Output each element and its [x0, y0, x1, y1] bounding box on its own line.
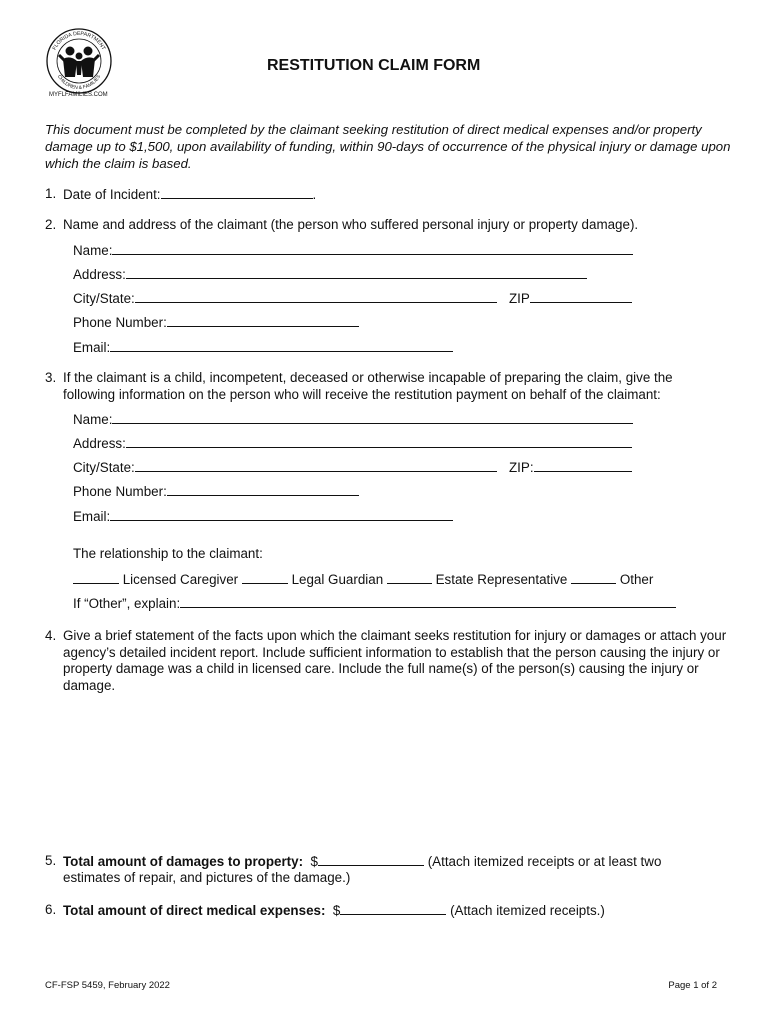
statement-of-facts-area[interactable] [63, 700, 723, 840]
q5-note-continued: estimates of repair, and pictures of the damage.) [63, 870, 351, 885]
q3-name-label: Name: [73, 412, 113, 427]
q3-email-row [73, 508, 453, 525]
claimant-name-field[interactable] [112, 242, 633, 255]
property-damage-amount-field[interactable] [318, 853, 424, 866]
q2-email-row [73, 339, 453, 356]
q3-number: 3. [45, 370, 57, 385]
agency-logo [43, 25, 115, 101]
q3-zip-row [509, 459, 632, 476]
q6-note: (Attach itemized receipts.) [450, 903, 605, 918]
claimant-phone-field[interactable] [167, 314, 359, 327]
q5-dollar: $ [310, 854, 318, 869]
q1-row [63, 186, 316, 203]
q5-label: Total amount of damages to property: [63, 854, 304, 869]
q4-number: 4. [45, 628, 57, 643]
other-explain-label: If “Other”, explain: [73, 596, 181, 611]
other-explain-field[interactable] [180, 595, 676, 608]
claimant-email-field[interactable] [110, 339, 453, 352]
q2-number: 2. [45, 217, 57, 232]
q6-number: 6. [45, 902, 57, 917]
q2-email-label: Email: [73, 340, 111, 355]
payee-city-field[interactable] [135, 459, 497, 472]
q4-text: Give a brief statement of the facts upon which the claimant seeks restitution for injury or damages or attach your agency’s detailed incident report. Include sufficient information to establish that the person causing the injury or property damage was a child in licensed care. Include the full name(s) of the person(s) causing the injury or damage. [63, 628, 727, 693]
q2-city-row [73, 290, 497, 307]
q2-phone-label: Phone Number: [73, 315, 167, 330]
q3-city-row [73, 459, 497, 476]
date-of-incident-field[interactable] [161, 186, 313, 199]
payee-phone-field[interactable] [167, 483, 359, 496]
q2-zip-row [509, 290, 632, 307]
page-number: Page 1 of 2 [668, 980, 717, 991]
relationship-options [73, 571, 653, 588]
q6-label: Total amount of direct medical expenses: [63, 903, 326, 918]
q3-zip-label: ZIP: [509, 460, 534, 475]
q3-address-label: Address: [73, 436, 126, 451]
q2-zip-label: ZIP [509, 291, 530, 306]
payee-email-field[interactable] [110, 508, 453, 521]
logo-url: MYFLFAMILIES.COM [49, 92, 108, 98]
payee-zip-field[interactable] [534, 459, 632, 472]
medical-expenses-amount-field[interactable] [340, 902, 446, 915]
claimant-zip-field[interactable] [530, 290, 632, 303]
logo-bottom-text: CHILDREN & FAMILIES [55, 74, 103, 92]
logo-top-text: FLORIDA DEPARTMENT [51, 30, 107, 52]
q2-address-label: Address: [73, 267, 126, 282]
q2-text: Name and address of the claimant (the person who suffered personal injury or property damage). [63, 217, 639, 232]
q2-city-label: City/State: [73, 291, 135, 306]
payee-name-field[interactable] [112, 411, 633, 424]
q3-city-label: City/State: [73, 460, 135, 475]
q5-note: (Attach itemized receipts or at least two [427, 854, 662, 869]
estate-representative-blank[interactable] [387, 571, 432, 584]
option-licensed-caregiver: Licensed Caregiver [122, 572, 239, 587]
q2-address-row [73, 266, 587, 283]
payee-address-field[interactable] [126, 435, 632, 448]
date-of-incident-label: Date of Incident: [63, 187, 161, 202]
claimant-city-field[interactable] [135, 290, 497, 303]
claimant-address-field[interactable] [126, 266, 587, 279]
agency-seal-graphic [43, 25, 115, 101]
q2-phone-row [73, 314, 359, 331]
q3-address-row [73, 435, 632, 452]
other-explain-row [73, 595, 676, 612]
q3-phone-row [73, 483, 359, 500]
q1-number: 1. [45, 186, 57, 201]
option-other: Other [619, 572, 654, 587]
q3-text: If the claimant is a child, incompetent, deceased or otherwise incapable of preparing the claim, give the following information on the person who will receive the restitution payment on behalf of the claimant: [63, 370, 673, 402]
licensed-caregiver-blank[interactable] [73, 571, 119, 584]
q6-row [63, 902, 605, 919]
relationship-label: The relationship to the claimant: [73, 546, 263, 561]
q6-dollar: $ [332, 903, 341, 918]
other-blank[interactable] [571, 571, 616, 584]
form-id: CF-FSP 5459, February 2022 [45, 980, 170, 991]
option-legal-guardian: Legal Guardian [291, 572, 384, 587]
option-estate-representative: Estate Representative [435, 572, 568, 587]
intro-paragraph: This document must be completed by the claimant seeking restitution of direct medical expenses and/or property damage up to $1,500, upon availability of funding, within 90-days of occurrence of the physical injury or damage upon which the claim is based. [45, 122, 731, 171]
q1-end: . [312, 187, 317, 202]
q3-name-row [73, 411, 633, 428]
q5-number: 5. [45, 853, 57, 868]
q2-name-row [73, 242, 633, 259]
q3-email-label: Email: [73, 509, 111, 524]
legal-guardian-blank[interactable] [242, 571, 288, 584]
q3-phone-label: Phone Number: [73, 484, 167, 499]
q5-row [63, 853, 661, 870]
q2-name-label: Name: [73, 243, 113, 258]
page-title: RESTITUTION CLAIM FORM [267, 57, 481, 74]
